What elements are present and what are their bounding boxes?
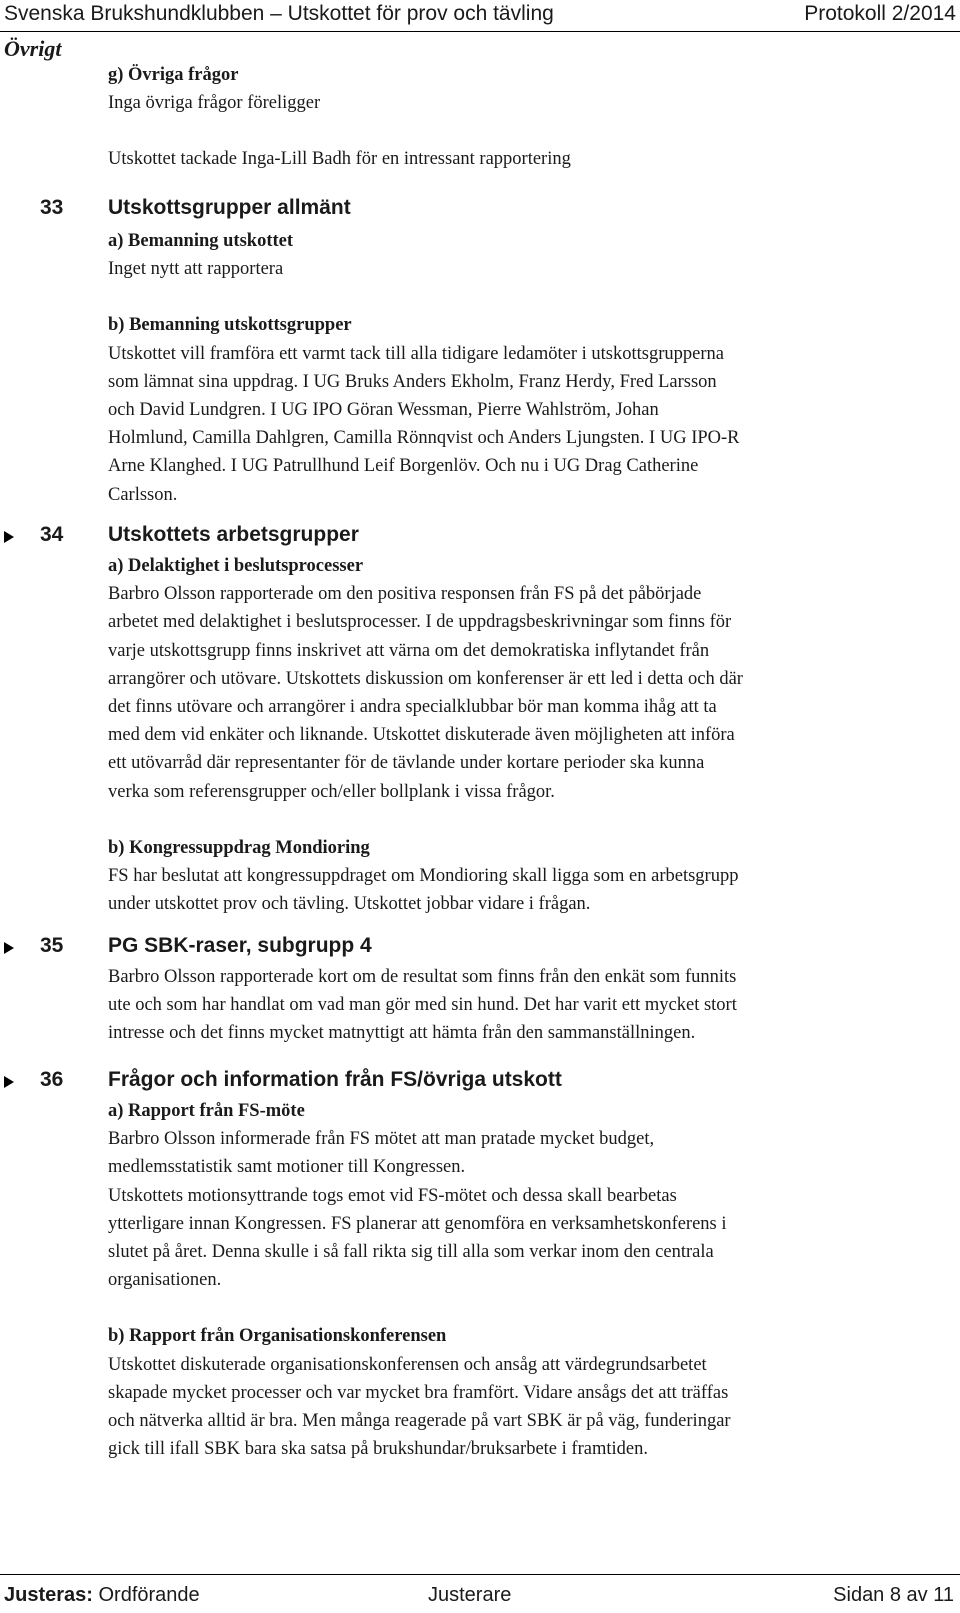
paragraph-line: intresse och det finns mycket matnyttigt att hämta från den sammanställningen.	[108, 1023, 696, 1044]
section-33-heading	[0, 196, 960, 226]
subheading: b) Rapport från Organisationskonferensen	[108, 1326, 447, 1347]
paragraph-line: slutet på året. Denna skulle i så fall rikta sig till alla som verkar inom den centrala	[108, 1242, 714, 1263]
section-number: 33	[40, 196, 64, 219]
paragraph-line: Utskottet vill framföra ett varmt tack till alla tidigare ledamöter i utskottsgrupperna	[108, 343, 724, 364]
subheading: b) Kongressuppdrag Mondioring	[108, 837, 370, 858]
subheading: a) Rapport från FS-möte	[108, 1101, 305, 1121]
paragraph-line: Arne Klanghed. I UG Patrullhund Leif Borgenlöv. Och nu i UG Drag Catherine	[108, 456, 699, 477]
arrow-marker-icon	[4, 1076, 14, 1088]
footer-signature-chair	[4, 1584, 200, 1607]
section-35-heading	[0, 934, 960, 964]
paragraph-line: Carlsson.	[108, 484, 178, 505]
paragraph-line: och nätverka alltid är bra. Men många reagerade på vart SBK är på väg, funderingar	[108, 1411, 731, 1432]
paragraph-line: ytterligare innan Kongressen. FS planerar att genomföra en verksamhetskonferens i	[108, 1213, 727, 1234]
paragraph-line: ett utövarråd där representanter för de tävlande under kortare perioder ska kunna	[108, 753, 705, 774]
section-number: 34	[40, 523, 64, 546]
page-number: Sidan 8 av 11	[833, 1584, 954, 1606]
paragraph-line: Holmlund, Camilla Dahlgren, Camilla Rönnqvist och Anders Ljungsten. I UG IPO-R	[108, 428, 740, 449]
paragraph-line: Utskottet diskuterade organisationskonferensen och ansåg att värdegrundsarbetet	[108, 1354, 707, 1375]
subheading: a) Bemanning utskottet	[108, 231, 294, 251]
paragraph-line: arrangörer och utövare. Utskottets diskussion om konferenser är ett led i detta och där	[108, 668, 743, 689]
paragraph-line: under utskottet prov och tävling. Utskottet jobbar vidare i frågan.	[108, 894, 591, 915]
section-number: 36	[40, 1068, 64, 1091]
protocol-number: Protokoll 2/2014	[804, 2, 956, 25]
footer-justeras-label: Justeras:	[4, 1584, 93, 1606]
subheading: a) Delaktighet i beslutsprocesser	[108, 556, 364, 576]
arrow-marker-icon	[4, 942, 14, 954]
g-line: Utskottet tackade Inga-Lill Badh för en intressant rapportering	[108, 149, 571, 170]
paragraph-line: Barbro Olsson rapporterade om den positiva responsen från FS på det påbörjade	[108, 584, 702, 605]
paragraph-line: arbetet med delaktighet i beslutsprocesser. I de uppdragsbeskrivningar som finns för	[108, 612, 732, 633]
paragraph-line: Barbro Olsson informerade från FS mötet att man pratade mycket budget,	[108, 1129, 655, 1150]
header-rule	[0, 31, 960, 32]
footer-adjuster: Justerare	[428, 1584, 512, 1606]
section-title: PG SBK-raser, subgrupp 4	[108, 934, 372, 957]
paragraph-line: medlemsstatistik samt motioner till Kongressen.	[108, 1157, 466, 1178]
page-header	[0, 0, 960, 32]
section-33-body	[108, 227, 948, 509]
footer-rule	[0, 1574, 960, 1575]
section-35-body	[108, 963, 948, 1048]
paragraph-line: organisationen.	[108, 1270, 222, 1291]
section-36-body	[108, 1097, 948, 1463]
paragraph-line: det finns utövare och arrangörer i andra specialklubbar bör man komma ihåg att ta	[108, 697, 717, 718]
paragraph-line: som lämnat sina uppdrag. I UG Bruks Anders Ekholm, Franz Herdy, Fred Larsson	[108, 371, 717, 392]
subheading: b) Bemanning utskottsgrupper	[108, 315, 352, 336]
paragraph-line: Inget nytt att rapportera	[108, 259, 284, 280]
section-title: Utskottets arbetsgrupper	[108, 523, 359, 546]
arrow-marker-icon	[4, 531, 14, 543]
paragraph-line: varje utskottsgrupp finns inskrivet att värna om det demokratiska inflytandet från	[108, 640, 710, 661]
section-34-body	[108, 552, 948, 918]
paragraph-line: Barbro Olsson rapporterade kort om de resultat som finns från den enkät som funnits	[108, 967, 737, 987]
paragraph-line: FS har beslutat att kongressuppdraget om Mondioring skall ligga som en arbetsgrupp	[108, 866, 739, 887]
paragraph-line: skapade mycket processer och var mycket bra framfört. Vidare ansågs det att träffas	[108, 1382, 729, 1403]
paragraph-line: med dem vid enkäter och liknande. Utskottet diskuterade även möjligheten att införa	[108, 725, 735, 746]
paragraph-line: ute och som har handlat om vad man gör med sin hund. Det har varit ett mycket stort	[108, 995, 737, 1016]
document-title: Svenska Brukshundklubben – Utskottet för prov och tävling	[4, 2, 554, 25]
section-label: Övrigt	[4, 36, 62, 61]
page-footer	[0, 1574, 960, 1613]
section-34-heading	[0, 523, 960, 553]
block-g	[108, 61, 948, 174]
section-title: Utskottsgrupper allmänt	[108, 196, 351, 219]
section-number: 35	[40, 934, 64, 957]
g-heading: g) Övriga frågor	[108, 65, 239, 85]
footer-chair-role: Ordförande	[98, 1584, 200, 1606]
section-title: Frågor och information från FS/övriga utskott	[108, 1068, 562, 1091]
section-36-heading	[0, 1068, 960, 1098]
g-line: Inga övriga frågor föreligger	[108, 93, 321, 114]
paragraph-line: verka som referensgrupper och/eller bollplank i vissa frågor.	[108, 781, 555, 802]
paragraph-line: och David Lundgren. I UG IPO Göran Wessman, Pierre Wahlström, Johan	[108, 400, 659, 421]
paragraph-line: gick till ifall SBK bara ska satsa på brukshundar/bruksarbete i framtiden.	[108, 1439, 648, 1460]
paragraph-line: Utskottets motionsyttrande togs emot vid FS-mötet och dessa skall bearbetas	[108, 1185, 677, 1206]
